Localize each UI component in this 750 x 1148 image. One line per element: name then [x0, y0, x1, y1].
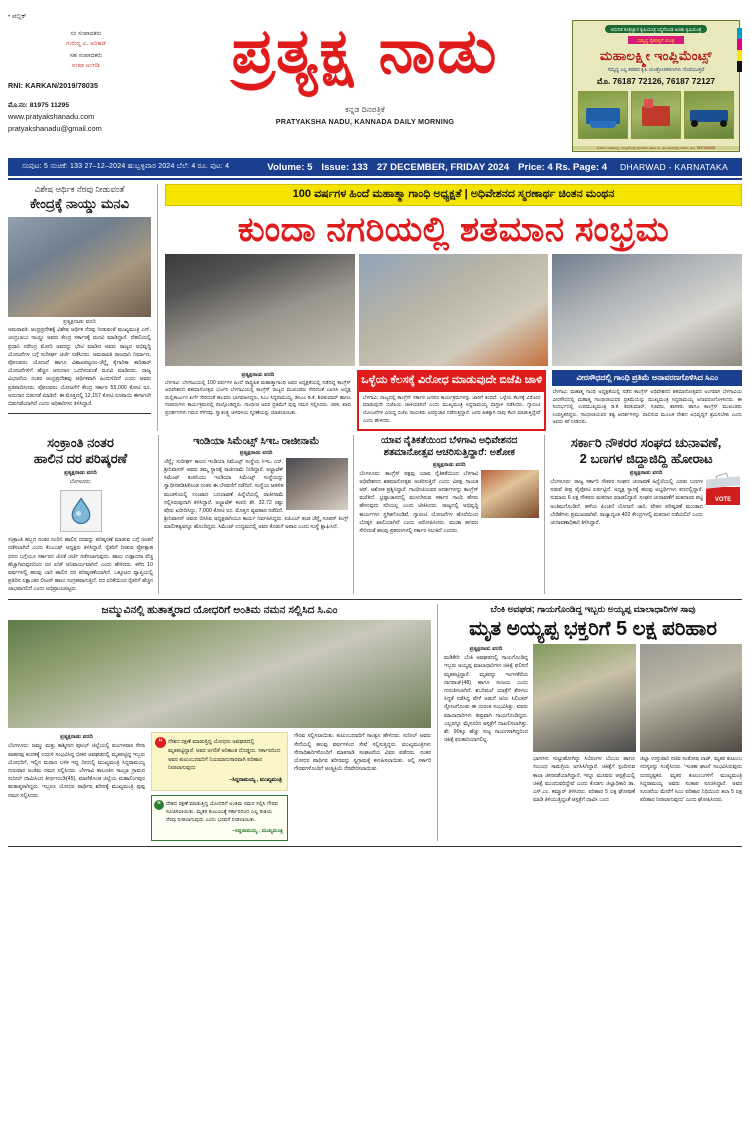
cm-quote-attribution: –ಸಿದ್ದರಾಮಯ್ಯ , ಮುಖ್ಯಮಂತ್ರಿ: [229, 776, 282, 783]
red-box-frame: [357, 392, 547, 431]
milk-dateline: ಬೆಂಗಳೂರು:: [69, 478, 92, 485]
ayyappa-column-1: [444, 644, 528, 804]
ashok-byline: ಪ್ರತ್ಯಕ್ಷನಾಡು ವರದಿ: [432, 461, 466, 468]
editor-label-1: ಸಂ ಸಂಪಾದಕರು: [70, 31, 102, 38]
left-lead-headline: ಕೇಂದ್ರಕ್ಕೆ ನಾಯ್ಡು ಮನವಿ: [30, 196, 129, 212]
ayyappa-byline: ಪ್ರತ್ಯಕ್ಷನಾಡು ವರದಿ: [469, 646, 503, 653]
left-column-rule: [8, 413, 151, 414]
cement-headline: ಇಂಡಿಯಾ ಸಿಮೆಂಟ್ಸ್ ಸಿಇಒ ರಾಜೀನಾಮೆ: [193, 435, 320, 447]
cement-byline: ಪ್ರತ್ಯಕ್ಷನಾಡು ವರದಿ: [239, 449, 273, 456]
soldiers-byline: ಪ್ರತ್ಯಕ್ಷನಾಡು ವರದಿ: [60, 734, 93, 741]
lead-body-text: ಬೆಳಗಾವಿ: ಬೆಳಗಾವಿಯಲ್ಲಿ 100 ವರ್ಷಗಳ ಹಿಂದೆ ರಾಷ್ಟ್ರಪಿತ ಮಹಾತ್ಮಾಗಾಂಧಿ ಅವರ ಅಧ್ಯಕ್ಷತೆಯಲ್ಲಿ ನಡೆದಿದ್ದ ಕಾಂಗ್ರೆಸ್ ಅಧಿವೇಶನದ ಶತಮಾನೋತ್ಸವ ಭರ್ಜರಿ ಬೆಳಗಾವಿಯಲ್ಲಿ ಕಾಂಗ್ರೆಸ್ ರಾಜ್ಯದ ಮುಖಂಡರು ಸೇರಿದಂತೆ ಎಐಸಿಸಿ ಅಧ್ಯಕ್ಷ ಮಲ್ಲಿಕಾರ್ಜುನ ಖರ್ಗೆ ಸೇರಿದಂತೆ ಹಲವರು ಭಾಗವಹಿಸಿದ್ದರು. ಸಿಎಂ ಸಿದ್ದರಾಮಯ್ಯ, ಡಿಸಿಎಂ ಡಿ.ಕೆ. ಶಿವಕುಮಾರ್ ಹಾಗೂ ಸಚಿವರುಗಳು ಕಾರ್ಯಕ್ರಮದಲ್ಲಿ ಪಾಲ್ಗೊಂಡಿದ್ದರು. ಗಾಂಧೀಜಿ ಅವರ ಪ್ರತಿಮೆಗೆ ಪುಷ್ಪ ನಮನ ಸಲ್ಲಿಸಿದರು. ಚರಕ, ಖಾದಿ ಪ್ರದರ್ಶನಗಳು ಗಮನ ಸೆಳೆದವು. ಸ್ವಾತಂತ್ರ್ಯ ಚಳವಳಿಯ ಸ್ಮರಣೆಯನ್ನು ಮಾಡಲಾಯಿತು.: [165, 379, 351, 416]
masthead-subtitle-english: PRATYAKSHA NADU, KANNADA DAILY MORNING: [275, 116, 455, 126]
publication-place: DHARWAD - KARNATAKA: [619, 162, 728, 172]
charaka-spinning-wheel-photo: [165, 254, 355, 366]
ad-footer-text: ಸಂಪರ್ಕ: ಮಹಾಲಕ್ಷ್ಮೀ ಇಂಪ್ಲಿಮೆಂಟ್ಸ್ ಧಾರವಾಡ, ಹೊಸ ಸಂ. ಕೃಷಿ ಮಾರುಕಟ್ಟೆ ಎದುರು, ಮೊ: 7837636499: [573, 146, 739, 150]
soldiers-text-column-3: [294, 732, 431, 840]
blue-bar-headline: ವೀರಸೌಧದಲ್ಲಿ ಗಾಂಧಿ ಪ್ರತಿಮೆ ಅನಾವರಣಗೊಳಿಸಿದ ಸಿಎಂ: [552, 370, 742, 386]
mid-column-election: [544, 435, 742, 594]
mid-sections-row: [8, 435, 742, 594]
naidu-modi-photo: [8, 217, 151, 317]
ayyappa-victim-photos: [533, 644, 742, 752]
ayyappa-kicker: ಬೆಂಕಿ ಅವಘಡ; ಗಾಯಗೊಂಡಿದ್ದ ಇಬ್ಬರು ಅಯ್ಯಪ್ಪ ಮಾಲಾಧಾರಿಗಳ ಸಾವು: [490, 603, 696, 614]
election-headline-line2: 2 ಬಣಗಳ ಜಿದ್ದಾಜಿದ್ದಿ ಹೋರಾಟ: [579, 451, 713, 467]
lead-three-columns: [165, 370, 742, 431]
ayyappa-content-row: [444, 644, 742, 804]
bottom-section: [8, 599, 742, 841]
ad-product-photos: [578, 91, 734, 139]
vote-icon: [706, 478, 742, 514]
green-quote-mark-icon: “: [154, 800, 164, 810]
ashok-headline-line2: ಶತಮಾನೋತ್ಸವ ಆಚರಿಸುತ್ತಿದ್ದಾರೆ: ಅಶೋಕ: [383, 447, 515, 459]
bottom-left-story: [8, 604, 438, 841]
mid-column-cement: [158, 435, 353, 594]
quote-mark-icon: “: [155, 737, 166, 748]
ashok-body: ಬೆಂಗಳೂರು: ಕಾಂಗ್ರೆಸ್ ಪಕ್ಷವು ಯಾವ ನೈತಿಕತೆಯಿಂದ ಬೆಳಗಾವಿ ಅಧಿವೇಶನದ ಶತಮಾನೋತ್ಸವ ಆಚರಿಸುತ್ತಿದೆ ಎಂದು ವಿಪಕ್ಷ ನಾಯಕ ಆರ್. ಅಶೋಕ ಪ್ರಶ್ನಿಸಿದ್ದಾರೆ. ಗಾಂಧೀಜಿಯವರ ಆದರ್ಶಗಳನ್ನು ಕಾಂಗ್ರೆಸ್ ಮರೆತಿದೆ. ಭ್ರಷ್ಟಾಚಾರದಲ್ಲಿ ಮುಳುಗಿರುವ ಸರ್ಕಾರ ಗಾಂಧಿ ಹೆಸರು ಹೇಳುವುದು ಸರಿಯಲ್ಲ ಎಂದು ಟೀಕಿಸಿದರು. ರಾಜ್ಯದಲ್ಲಿ ಅಭಿವೃದ್ಧಿ ಕಾರ್ಯಗಳು ಸ್ಥಗಿತಗೊಂಡಿವೆ. ಗ್ಯಾರಂಟಿ ಯೋಜನೆಗಳ ಹೊರೆಯಿಂದ ಬೊಕ್ಕಸ ಖಾಲಿಯಾಗಿದೆ ಎಂದು ಆರೋಪಿಸಿದರು. ಮುಡಾ ಹಗರಣ ಸೇರಿದಂತೆ ಹಲವು ಪ್ರಕರಣಗಳಲ್ಲಿ ಸರ್ಕಾರ ಸಿಲುಕಿದೆ ಎಂದರು.: [359, 470, 479, 535]
red-box-headline: ಒಳ್ಳೆಯ ಕೆಲಸಕ್ಕೆ ವಿರೋಧ ಮಾಡುವುದೇ ಬಿಜೆಪಿ ಚಾಳಿ: [357, 370, 547, 392]
soldiers-headline: ಜಮ್ಮುವಿನಲ್ಲಿ ಹುತಾತ್ಮರಾದ ಯೋಧರಿಗೆ ಅಂತಿಮ ನಮನ ಸಲ್ಲಿಸಿದ ಸಿ.ಎಂ: [101, 603, 338, 616]
ayyappa-body-3: ಜಿಲ್ಲಾ ಉಸ್ತುವಾರಿ ಸಚಿವ ಸಂತೋಷ ಲಾಡ್, ಮೃತರ ಕುಟುಂಬ ಸದಸ್ಯರನ್ನು ಸಂತೈಸಿದರು. 'ಇಂತಹ ಘಟನೆ ಸಂಭವಿಸಿರುವುದು ದುರದೃಷ್ಟಕರ. ಮೃತರ ಕುಟುಂಬಗಳಿಗೆ ಮುಖ್ಯಮಂತ್ರಿ ಸಿದ್ದರಾಮಯ್ಯ ಅವರು ಸಂತಾಪ ಸೂಚಿಸಿದ್ದಾರೆ. ಅವರ ಸೂಚನೆಯ ಮೇರೆಗೆ ಸಿಎಂ ಪರಿಹಾರ ನಿಧಿಯಿಂದ ತಲಾ 5 ಲಕ್ಷ ಪರಿಹಾರ ನೀಡಲಾಗುವುದು' ಎಂದು ಘೋಷಿಸಿದರು.: [640, 756, 742, 804]
soldiers-body: ಬೆಂಗಳೂರು: ಜಮ್ಮು ಮತ್ತು ಕಾಶ್ಮೀರದ ಪೂಂಛ್ ಜಿಲ್ಲೆಯಲ್ಲಿ ಮಂಗಳವಾರ ಸೇನಾ ವಾಹನವು ಕಂದಕಕ್ಕೆ ಉರುಳಿ ಸಂಭವಿಸಿದ್ದ ಭೀಕರ ಅವಘಡದಲ್ಲಿ ಮೃತಪಟ್ಟಿದ್ದ ಇಬ್ಬರು ಯೋಧರಿಗೆ, ಇಲ್ಲಿನ ಮರಾಣ ಬಳಿಕ ಇದ್ದ ದಿನದಲ್ಲಿ ಮುಖ್ಯಮಂತ್ರಿ ಸಿದ್ದರಾಮಯ್ಯ ಗುರುವಾರ ಅಂತಿಮ ನಮನ ಸಲ್ಲಿಸಿದರು. ಬೆಳಗಾವಿ ತಾಲೂಕಿನ ಸಾಂಬ್ರಾ ಗ್ರಾಮದ ಸುನೀಲ್ ದಾಮಿಸಿಂದ ತೀರ್ಥಗುಂಡಿ(45), ಮಾಣಿಕೊಂಡ ಜಿಲ್ಲೆಯ ಮಹಾಲಿಂಗಪುರ ಹುತಾತ್ಮರಾಗಿದ್ದರು. ಇಬ್ಬರೂ ಯೋಧರ ಪಾರ್ಥಿವ ಶರೀರಕ್ಕೆ ಮುಖ್ಯಮಂತ್ರಿ ಪುಷ್ಪ ನಮನ ಸಲ್ಲಿಸಿದರು.: [8, 743, 145, 799]
masthead-subtitle-kannada: ಕನ್ನಡ ದಿನಪತ್ರಿಕೆ: [345, 104, 385, 114]
editor-name-2: ಉಷಾ ಅಂಗಡಿ: [72, 62, 100, 70]
soldiers-quote-column: [151, 732, 288, 840]
lead-yellow-kicker: 100 ವರ್ಷಗಳ ಹಿಂದೆ ಮಹಾತ್ಮಾ ಗಾಂಧಿ ಅಧ್ಯಕ್ಷತೆ | ಅಧಿವೇಶನದ ಸ್ಮರಣಾರ್ಥ ಚಿಂತನ ಮಂಥನ: [165, 184, 742, 206]
ayyappa-body-1: ಮಡಿಕೇರಿ: ಬೆಂಕಿ ಅವಘಡದಲ್ಲಿ ಗಾಯಗೊಂಡಿದ್ದ ಇಬ್ಬರು ಅಯ್ಯಪ್ಪ ಮಾಲಾಧಾರಿಗಳು ಚಿಕಿತ್ಸೆ ಫಲಿಸದೆ ಮೃತಪಟ್ಟಿದ್ದಾರೆ. ಮೃತರನ್ನು ಇಂಗಳಕೆರೆಯ ನಾಗರಾಜ್(48) ಹಾಗೂ ಸಂಜಯ ಎಂದು ಗುರುತಿಸಲಾಗಿದೆ. ಶಬರಿಮಲೆ ಯಾತ್ರೆಗೆ ತೆರಳಲು ಸಿದ್ಧತೆ ನಡೆಸಿದ್ದ ವೇಳೆ ಅಡುಗೆ ಅನಿಲ ಸಿಲಿಂಡರ್ ಸ್ಫೋಟಗೊಂಡು ಈ ದುರಂತ ಸಂಭವಿಸಿತ್ತು. ಐವರು ಮಾಲಾಧಾರಿಗಳು ತೀವ್ರವಾಗಿ ಗಾಯಗೊಂಡಿದ್ದರು. ಎಲ್ಲರನ್ನೂ ಮೈಸೂರಿನ ಆಸ್ಪತ್ರೆಗೆ ದಾಖಲಿಸಲಾಗಿತ್ತು. ಶೇ. 90ಕ್ಕೂ ಹೆಚ್ಚು ಸುಟ್ಟ ಗಾಯಗಳಾಗಿದ್ದರಿಂದ ಚಿಕಿತ್ಸೆ ಫಲಕಾರಿಯಾಗಲಿಲ್ಲ.: [444, 655, 528, 744]
lead-text-column: [165, 370, 351, 431]
soldiers-three-columns: [8, 732, 431, 840]
masthead-phone: ಮೊ.ನಂ: 81975 11295: [8, 102, 70, 110]
rni-number: RNI: KARKAN/2019/78035: [8, 80, 99, 90]
soldiers-funeral-photo: [8, 620, 431, 728]
ad-product-trailer-image: [684, 91, 734, 139]
cement-body-wrap: [164, 458, 348, 532]
main-lead-column: [158, 184, 742, 431]
ashok-body-wrap: [359, 470, 539, 536]
election-headline-line1: ಸರ್ಕಾರಿ ನೌಕರರ ಸಂಘದ ಚುನಾವಣೆ,: [570, 434, 722, 450]
masthead-divider: [8, 178, 742, 180]
editor-name-1: ಗುರುನ್ನ ಎ. ಅರಿಹಡ: [66, 40, 106, 48]
page-footer-rule: [8, 846, 742, 847]
milk-byline: ಪ್ರತ್ಯಕ್ಷನಾಡು ವರದಿ: [64, 469, 97, 476]
ad-company-name: ಮಹಾಲಕ್ಷ್ಮೀ ಇಂಪ್ಲಿಮೆಂಟ್ಸ್: [599, 48, 713, 63]
mid-column-ashok: [353, 435, 544, 594]
ayyappa-column-2: [533, 644, 742, 804]
election-body-wrap: [550, 478, 742, 527]
cement-body: ಚೆನ್ನೈ: ಸುದೀರ್ಘ ಕಾಲದ ಇಂಡಿಯಾ ಸಿಮೆಂಟ್ಸ್ ಸಂಸ್ಥೆಯ ಸಿಇಒ ಎನ್. ಶ್ರೀನಿವಾಸನ್ ಅವರು ತಮ್ಮ ಸ್ಥಾನಕ್ಕೆ ರಾಜೀನಾಮೆ ನೀಡಿದ್ದಾರೆ. ಅಲ್ಟ್ರಾಟೆಕ್ ಸಿಮೆಂಟ್ ಕಂಪನಿಯು ಇಂಡಿಯಾ ಸಿಮೆಂಟ್ಸ್ ಸಂಸ್ಥೆಯನ್ನು ಸ್ವಾಧೀನಪಡಿಸಿಕೊಂಡ ನಂತರ ಈ ಬೆಳವಣಿಗೆ ನಡೆದಿದೆ. ಸಂಸ್ಥೆಯ ಆಡಳಿತ ಮಂಡಳಿಯಲ್ಲಿ ಉಂಟಾದ ಬದಲಾವಣೆ ಹಿನ್ನೆಲೆಯಲ್ಲಿ ರಾಜೀನಾಮೆ ಸಲ್ಲಿಸಿರುವುದಾಗಿ ತಿಳಿಸಿದ್ದಾರೆ. ಅಲ್ಟ್ರಾಟೆಕ್ ಕಂಪನಿ ಶೇ. 32.72 ರಷ್ಟು ಷೇರು ಖರೀದಿಸಿದ್ದು, 7,000 ಕೋಟಿ ರೂ. ಮೊತ್ತದ ವ್ಯವಹಾರ ನಡೆದಿದೆ. ಶ್ರೀನಿವಾಸನ್ ಅವರು ಬಿಸಿಸಿಐ ಅಧ್ಯಕ್ಷರಾಗಿಯೂ ಕಾರ್ಯ ನಿರ್ವಹಿಸಿದ್ದರು. ಐಪಿಎಲ್ ತಂಡ ಚೆನ್ನೈ ಸೂಪರ್ ಕಿಂಗ್ಸ್ ಮಾಲೀಕತ್ವವನ್ನೂ ಹೊಂದಿದ್ದರು. ಸಿಮೆಂಟ್ ಉದ್ಯಮದಲ್ಲಿ ಅವರ ಕೊಡುಗೆ ಅಪಾರ ಎಂದು ಸಂಸ್ಥೆ ಶ್ಲಾಘಿಸಿದೆ.: [164, 458, 349, 531]
victim-young-man-photo: [533, 644, 636, 752]
left-lead-body: ಅಮರಾವತಿ: ಆಂಧ್ರಪ್ರದೇಶಕ್ಕೆ ವಿಶೇಷ ಆರ್ಥಿಕ ನೆರವು ನೀಡುವಂತೆ ಮುಖ್ಯಮಂತ್ರಿ ಎನ್. ಚಂದ್ರಬಾಬು ನಾಯ್ಡು ಅವರು ಕೇಂದ್ರ ಸರ್ಕಾರಕ್ಕೆ ಮನವಿ ಮಾಡಿದ್ದಾರೆ. ದೆಹಲಿಯಲ್ಲಿ ಪ್ರಧಾನಿ ನರೇಂದ್ರ ಮೋದಿ ಅವರನ್ನು ಭೇಟಿ ಮಾಡಿದ ಅವರು ರಾಜ್ಯದ ಅಭಿವೃದ್ಧಿ ಯೋಜನೆಗಳ ಬಗ್ಗೆ ಸುದೀರ್ಘ ಚರ್ಚೆ ನಡೆಸಿದರು. ಅಮರಾವತಿ ರಾಜಧಾನಿ ನಿರ್ಮಾಣ, ಪೋಲವರಂ ಯೋಜನೆ ಹಾಗೂ ವಿಶಾಖಪಟ್ಟಣಂ-ಚೆನ್ನೈ ಕೈಗಾರಿಕಾ ಕಾರಿಡಾರ್ ಯೋಜನೆಗಳಿಗೆ ಹೆಚ್ಚಿನ ಅನುದಾನ ಒದಗಿಸುವಂತೆ ಮನವಿ ಮಾಡಿದರು. ರಾಜ್ಯ ವಿಭಜನೆಯ ನಂತರ ಆಂಧ್ರಪ್ರದೇಶವು ಆರ್ಥಿಕವಾಗಿ ಹಿಂದುಳಿದಿದೆ ಎಂದು ಅವರು ಪ್ರತಿಪಾದಿಸಿದರು. ಪೋಲವರಂ ಯೋಜನೆಗೆ ಕೇಂದ್ರ ಸರ್ಕಾರ 55,000 ಕೋಟಿ ರೂ. ಅನುದಾನ ಬಿಡುಗಡೆ ಮಾಡಿದೆ. ಈ ಮೊತ್ತದಲ್ಲಿ 12,157 ಕೋಟಿ ರೂಪಾಯಿ ಈಗಾಗಲೇ ಬಿಡುಗಡೆಯಾಗಿದೆ ಎಂದು ಅಧಿಕಾರಿಗಳು ತಿಳಿಸಿದ್ದಾರೆ.: [8, 327, 151, 408]
ad-description: ಸಮೃದ್ಧ ಎಲ್ಲ ತರಹದ ಕೃಷಿ ಯಂತ್ರೋಪಕರಣಗಳು ದೊರೆಯುತ್ತವೆ: [607, 68, 705, 73]
volume-info-bar: [8, 157, 742, 176]
editor-block-1: [14, 30, 158, 49]
masthead-left-info: [8, 6, 158, 135]
election-byline: ಪ್ರತ್ಯಕ್ಷನಾಡು ವರದಿ: [629, 469, 663, 476]
print-color-registration-bars: [737, 28, 742, 72]
left-column: [8, 184, 158, 431]
ayyappa-lower-columns: [533, 755, 742, 804]
ayyappa-headline: ಮೃತ ಅಯ್ಯಪ್ಪ ಭಕ್ತರಿಗೆ 5 ಲಕ್ಷ ಪರಿಹಾರ: [469, 618, 717, 641]
masthead-bullet: • ಪಬ್ಲಿಕ್: [8, 13, 27, 20]
mid-column-milk: [8, 435, 158, 594]
ad-product-rotavator-image: [631, 91, 681, 139]
masthead-advertisement[interactable]: [572, 20, 740, 152]
cm-quote-box: [151, 732, 288, 790]
price-page: Price: 4 Rs. Page: 4: [518, 161, 608, 173]
milk-headline-line2: ಹಾಲಿನ ದರ ಪರಿಷ್ಕರಣೆ: [33, 451, 128, 467]
ribbon-cutting-ceremony-photo: [359, 254, 549, 366]
lead-photo-row: [165, 254, 742, 366]
masthead-bullet-label: ಪಬ್ಲಿಕ್: [12, 13, 27, 20]
green-quote-attribution: –ಸಿದ್ದರಾಮಯ್ಯ , ಮುಖ್ಯಮಂತ್ರಿ: [232, 828, 283, 835]
soldiers-text-column-1: [8, 732, 145, 840]
volume-bar-english: [267, 162, 607, 173]
milk-body: ಸಂಕ್ರಾಂತಿ ಹಬ್ಬದ ನಂತರ ನಂದಿನಿ ಹಾಲಿನ ದರವನ್ನು ಪರಿಷ್ಕರಣೆ ಮಾಡುವ ಬಗ್ಗೆ ಚಿಂತನೆ ನಡೆಸಲಾಗಿದೆ ಎಂದು ಕೆಎಂಎಫ್ ಅಧ್ಯಕ್ಷರು ತಿಳಿಸಿದ್ದಾರೆ. ರೈತರಿಗೆ ನೀಡುವ ಪ್ರೋತ್ಸಾಹ ಧನದ ಬಗ್ಗೆಯೂ ಸರ್ಕಾರದ ಜೊತೆ ಚರ್ಚೆ ನಡೆಸಲಾಗುವುದು. ಹಾಲು ಉತ್ಪಾದನಾ ವೆಚ್ಚ ಹೆಚ್ಚಾಗಿರುವುದರಿಂದ ದರ ಏರಿಕೆ ಅನಿವಾರ್ಯವಾಗಿದೆ ಎಂದು ಹೇಳಿದರು. ಕಳೆದ 10 ವರ್ಷಗಳಲ್ಲಿ ಹಲವು ಬಾರಿ ಹಾಲಿನ ದರ ಪರಿಷ್ಕರಣೆಯಾಗಿದೆ. ಒಕ್ಕೂಟದ ವ್ಯಾಪ್ತಿಯಲ್ಲಿ ಪ್ರತಿದಿನ ಲಕ್ಷಾಂತರ ಲೀಟರ್ ಹಾಲು ಸಂಗ್ರಹವಾಗುತ್ತಿದೆ. ದರ ಏರಿಕೆಯಿಂದ ರೈತರಿಗೆ ಹೆಚ್ಚಿನ ಲಾಭವಾಗಲಿದೆ ಎಂದು ಅಭಿಪ್ರಾಯಪಟ್ಟರು.: [8, 537, 153, 593]
milk-headline-line1: ಸಂಕ್ರಾಂತಿ ನಂತರ: [47, 434, 114, 450]
cm-siddaramaiah-photo: [552, 254, 742, 366]
ad-product-plough-image: [578, 91, 628, 139]
masthead-center: [158, 6, 572, 126]
lead-section: [8, 184, 742, 431]
ad-pink-banner: ಸಮೃದ್ಧ ರೈತರಲ್ಲಿಗೆ ಯಂತ್ರ: [628, 36, 685, 44]
vote-icon-label: VOTE: [714, 496, 732, 503]
editor-label-2: ಸಹ ಸಂಪಾದಕರು: [69, 52, 103, 59]
victim-older-man-photo: [640, 644, 743, 752]
newspaper-title: ಪ್ರತ್ಯಕ್ಷ ನಾಡು: [231, 14, 499, 87]
milk-drop-icon: [60, 490, 102, 532]
masthead-website[interactable]: www.pratyakshanadu.com: [8, 112, 95, 122]
cm-quote-text: ದೇಶದ ರಕ್ಷಣೆ ಮಾಡುತ್ತಿದ್ದ ಯೋಧರು ಅವಘಡದಲ್ಲಿ ಮೃತಪಟ್ಟಿದ್ದಾರೆ. ಅವರ ಅಗಲಿಕೆ ಅರಿಕಾಂತ ದೊಡ್ಡದು. ಸರ್ಕಾರದಿಂದ ಅವರ ಕುಟುಂಬದವರಿಗೆ ನಿಯಮಾನುಸಾರವಾಗಿ ಪರಿಹಾರ ನೀಡಲಾಗುವುದು: [168, 739, 281, 772]
r-ashok-portrait-photo: [481, 470, 539, 518]
election-body: ಬೆಂಗಳೂರು: ರಾಜ್ಯ ಸರ್ಕಾರಿ ನೌಕರರ ಸಂಘದ ಚುನಾವಣೆ ಹಿನ್ನೆಲೆಯಲ್ಲಿ ಎರಡು ಬಣಗಳ ನಡುವೆ ತೀವ್ರ ಪೈಪೋಟಿ ಏರ್ಪಟ್ಟಿದೆ. ಅಧ್ಯಕ್ಷ ಸ್ಥಾನಕ್ಕೆ ಹಲವು ಅಭ್ಯರ್ಥಿಗಳು ಕಣದಲ್ಲಿದ್ದಾರೆ. ಸುಮಾರು 6 ಲಕ್ಷ ನೌಕರರು ಮತದಾನ ಮಾಡಲಿದ್ದಾರೆ. ಸಂಘದ ಚುನಾವಣೆಗೆ ಮತದಾರರ ಪಟ್ಟಿ ಅಂತಿಮಗೊಂಡಿದೆ. ಹಳೆಯ ಪಿಂಚಣಿ ಯೋಜನೆ ಜಾರಿ, ವೇತನ ಪರಿಷ್ಕರಣೆ ಮುಂತಾದ ಬೇಡಿಕೆಗಳು ಪ್ರಮುಖವಾಗಿವೆ. ರಾಜ್ಯಾದ್ಯಂತ 402 ಕೇಂದ್ರಗಳಲ್ಲಿ ಮತದಾನ ನಡೆಯಲಿದೆ ಎಂದು ಚುನಾವಣಾಧಿಕಾರಿ ತಿಳಿಸಿದ್ದಾರೆ.: [550, 478, 703, 526]
red-box-column: [357, 370, 547, 431]
left-lead-byline: ಪ್ರತ್ಯಕ್ಷನಾಡು ವರದಿ: [63, 319, 96, 326]
blue-box-column: [552, 370, 742, 431]
ayyappa-body-2: ಭಾಗಗಳು ಸುಟ್ಟುಹೋಗಿದ್ದು ಸಿಬಿರಂಗಳ ಬೆಂಬಲ ಹಾಗೂ ಸಂಬಂಧ ಸಾಮಗ್ರಿಯ ಅಗಸಿಸಿಗಿದ್ದಾರೆ. ಚಿಕಿತ್ಸೆಗೆ ಸ್ಪಂದಿಸುವ ಕಾಲಾ ಜೀನಪಡೆಯಾಗಿದ್ದಾನೆ. ಇನ್ನೂ ಮೂವರು ಆಸ್ಪತ್ರೆಯಲ್ಲಿ ಚಿಕಿತ್ಸೆ ಮುಂದುವರಿದ್ದೇವೆ ಎಂದು ಕೊಡಗು ಜಿಲ್ಲಾಧಿಕಾರಿ ಡಾ. ಎಸ್.ಎಂ. ಕಮ್ಮಾರ್ ತಿಳಿಸಿದರು. ಪರಿಹಾರ 5 ಲಕ್ಷ ಘೋಷಣೆ ಮಾಡಿ ತಿಳಿಯುತ್ತಿದ್ದಂತೆ ಆಸ್ಪತ್ರೆಗೆ ಧಾವಿಸಿ ಬಂದ: [533, 756, 635, 804]
green-quote-text: ದೇಶದ ರಕ್ಷಣೆ ಮಾಡುತ್ತಿದ್ದ ಯೋಧರಿಗೆ ಅಂತಿಮ ನಮನ ಸಲ್ಲಿಸಿ ಗೌರವ ಸೂಚಿಸಲಾಯಿತು. ಮೃತರ ಕುಟುಂಬಕ್ಕೆ ಸರ್ಕಾರದಿಂದ ಎಲ್ಲ ರೀತಿಯ ನೆರವು ನೀಡಲಾಗುವುದು ಎಂದು ಭರವಸೆ ನೀಡಲಾಯಿತು.: [166, 800, 278, 824]
editor-block-2: [14, 52, 158, 71]
masthead-email[interactable]: pratyakshanadu@gmail.com: [8, 124, 102, 134]
blue-section-body: ಬೆಳಗಾವಿ: ಮಹಾತ್ಮ ಗಾಂಧಿ ಅಧ್ಯಕ್ಷತೆಯಲ್ಲಿ ನಡೆದ ಕಾಂಗ್ರೆಸ್ ಅಧಿವೇಶನದ ಶತಮಾನೋತ್ಸವದ ಅಂಗವಾಗಿ ಬೆಳಗಾವಿಯ ವೀರಸೌಧದಲ್ಲಿ ಮಹಾತ್ಮ ಗಾಂಧೀಜಿಯವರ ಪ್ರತಿಮೆಯನ್ನು ಮುಖ್ಯಮಂತ್ರಿ ಸಿದ್ದರಾಮಯ್ಯ ಅನಾವರಣಗೊಳಿಸಿದರು. ಈ ಸಂದರ್ಭದಲ್ಲಿ ಉಪಮುಖ್ಯಮಂತ್ರಿ ಡಿ.ಕೆ. ಶಿವಕುಮಾರ್, ಸಚಿವರು, ಶಾಸಕರು ಹಾಗೂ ಕಾಂಗ್ರೆಸ್ ಮುಖಂಡರು ಉಪಸ್ಥಿತರಿದ್ದರು. ಗಾಂಧೀಜಿಯವರ ತತ್ವ ಆದರ್ಶಗಳನ್ನು ಪಾಲಿಸುವ ಮೂಲಕ ದೇಶದ ಅಭಿವೃದ್ಧಿಗೆ ಶ್ರಮಿಸಬೇಕು ಎಂದು ಅವರು ಕರೆ ನೀಡಿದರು.: [552, 389, 743, 426]
bottom-right-story: [438, 604, 742, 841]
lead-main-headline: ಕುಂದಾ ನಗರಿಯಲ್ಲಿ ಶತಮಾನ ಸಂಭ್ರಮ: [237, 209, 670, 249]
cm-green-quote-box: [151, 795, 288, 841]
masthead-contact: [8, 100, 158, 135]
lead-byline: ಪ್ರತ್ಯಕ್ಷನಾಡು ವರದಿ: [241, 371, 275, 378]
srinivasan-portrait-photo: [286, 458, 348, 510]
ballot-box-body: [706, 487, 740, 505]
issue-number: Issue: 133: [321, 161, 368, 173]
soldiers-body-continued: ಗೌರವ ಸಲ್ಲಿಸಲಾಯಿತು. ಕುಟುಂಬದವರಿಗೆ ಸಾಂತ್ವನ ಹೇಳಿದರು. ಸುನೀಲ್ ಅವರು ಸೇನೆಯಲ್ಲಿ ಹಲವು ವರ್ಷಗಳಿಂದ ಸೇವೆ ಸಲ್ಲಿಸುತ್ತಿದ್ದರು. ಮುಖ್ಯಮಂತ್ರಿಗಳು ಸೇನಾಧಿಕಾರಿಗಳೊಂದಿಗೆ ಮಾತನಾಡಿ ಸಂಘಟನೆಯ ವಿವರ ಪಡೆದರು. ನಂತರ ಯೋಧರ ಪಾರ್ಥಿವ ಶರೀರವನ್ನು ಸ್ವಗ್ರಾಮಕ್ಕೆ ಕಳುಹಿಸಲಾಯಿತು. ಅಲ್ಲಿ ಸರ್ಕಾರಿ ಗೌರವಗಳೊಂದಿಗೆ ಅಂತ್ಯಕ್ರಿಯೆ ನೆರವೇರಿಸಲಾಯಿತು.: [294, 733, 431, 773]
red-box-body: ಬೆಳಗಾವಿ: ರಾಜ್ಯದಲ್ಲಿ ಕಾಂಗ್ರೆಸ್ ಸರ್ಕಾರ ಜನಪರ ಕಾರ್ಯಕ್ರಮಗಳನ್ನು ಜಾರಿಗೆ ತಂದಿದೆ. ಒಳ್ಳೆಯ ಕೆಲಸಕ್ಕೆ ವಿರೋಧ ಮಾಡುವುದೇ ಬಿಜೆಪಿಯ ಚಾಳಿಯಾಗಿದೆ ಎಂದು ಮುಖ್ಯಮಂತ್ರಿ ಸಿದ್ದರಾಮಯ್ಯ ವಾಗ್ದಾಳಿ ನಡೆಸಿದರು. ಗ್ಯಾರಂಟಿ ಯೋಜನೆಗಳ ವಿರುದ್ಧ ಬಿಜೆಪಿ ನಾಯಕರು ಅಪಪ್ರಚಾರ ನಡೆಸುತ್ತಿದ್ದಾರೆ. ಜನರ ಹಿತಕ್ಕಾಗಿ ನಾವು ಕೆಲಸ ಮಾಡುತ್ತಿದ್ದೇವೆ ಎಂದು ಹೇಳಿದರು.: [362, 394, 541, 424]
ashok-headline-line1: ಯಾವ ನೈತಿಕತೆಯಿಂದ ಬೆಳಗಾವಿ ಅಧಿವೇಶನದ: [381, 434, 518, 446]
left-lead-kicker: ವಿಶೇಷ ಆರ್ಥಿಕ ನೆರವು ನೀಡುವಂತೆ: [34, 184, 125, 194]
masthead: [8, 6, 742, 154]
ad-top-banner: ಆಧುನಿಕ ತಂತ್ರಜ್ಞಾನ ಕೃಷಿಯಂತ್ರ ಸಿದ್ಧಗೊಂಡ ಅಣಕು ಕೃಷಿಯಂತ್ರ: [605, 25, 708, 33]
volume-number: Volume: 5: [267, 161, 313, 173]
publication-date: 27 DECEMBER, FRIDAY 2024: [376, 161, 510, 173]
ad-phone-numbers: ಮೊ. 76187 72126, 76187 72127: [596, 76, 716, 86]
volume-bar-kannada: ಸಂಪುಟ: 5 ಸಂಚಿಕೆ: 133 27–12–2024 ಹುಬ್ಬಳ್ಳಿವಾರ 2024 ಬೆಲೆ: 4 ರೂ. ಪುಟ: 4: [22, 163, 230, 170]
